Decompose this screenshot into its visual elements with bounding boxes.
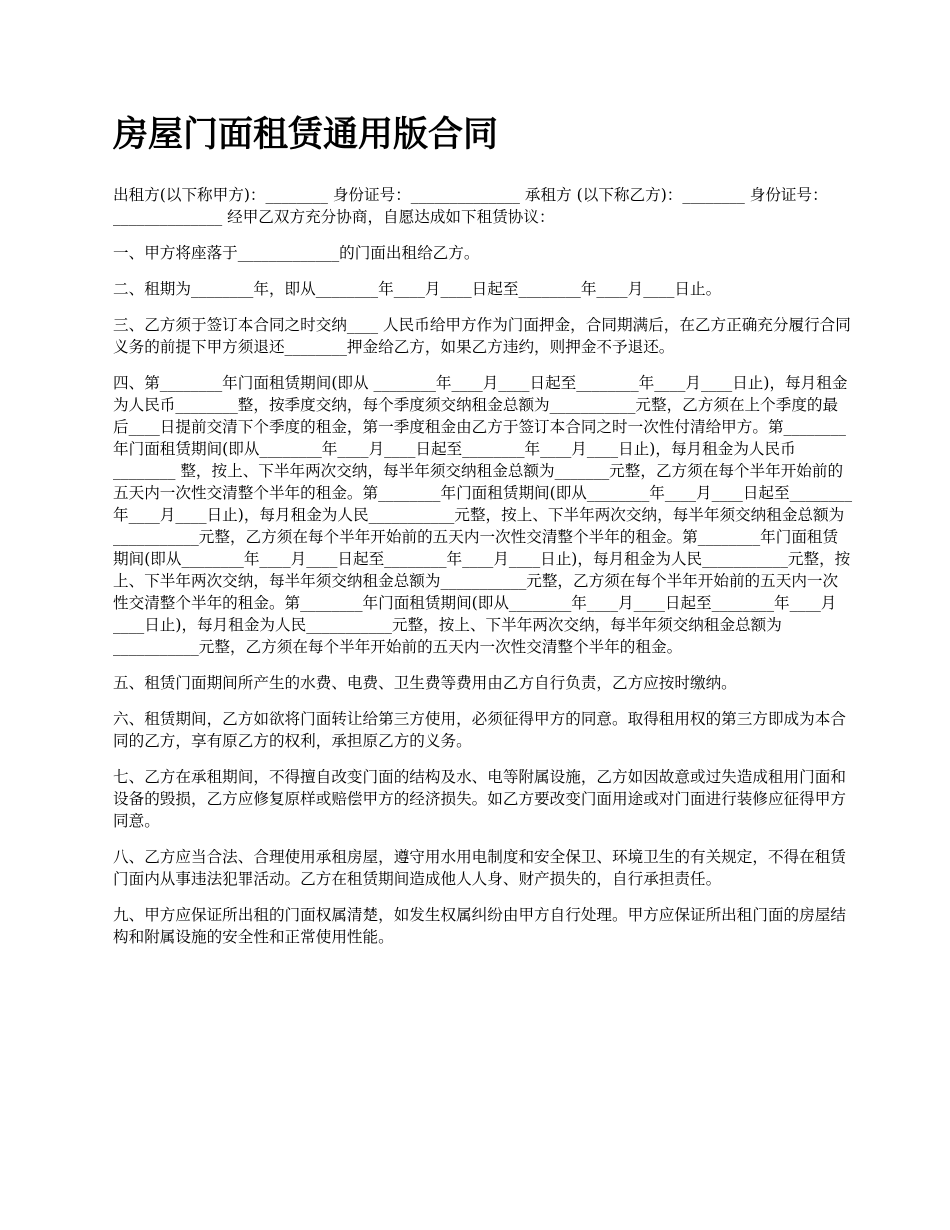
paragraph-clause-2: 二、租期为________年，即从________年____月____日起至________年____月____日止。 [113,280,722,298]
paragraph-clause-6: 六、租赁期间，乙方如欲将门面转让给第三方使用，必须征得甲方的同意。取得租用权的第三方即成为本合同的乙方，享有原乙方的权利，承担原乙方的义务。 [113,710,846,750]
paragraph-clause-9: 九、甲方应保证所出租的门面权属清楚，如发生权属纠纷由甲方自行处理。甲方应保证所出租门面的房屋结构和附属设施的安全性和正常使用性能。 [113,906,846,946]
paragraph-clause-8: 八、乙方应当合法、合理使用承租房屋，遵守用水用电制度和安全保卫、环境卫生的有关规定，不得在租赁门面内从事违法犯罪活动。乙方在租赁期间造成他人人身、财产损失的，自行承担责任。 [113,848,846,888]
paragraph-clause-5: 五、租赁门面期间所产生的水费、电费、卫生费等费用由乙方自行负责，乙方应按时缴纳。 [113,674,737,692]
document-title: 房屋门面租赁通用版合同 [113,115,499,155]
paragraph-clause-3: 三、乙方须于签订本合同之时交纳____ 人民币给甲方作为门面押金，合同期满后，在乙方正确充分履行合同义务的前提下甲方须退还________押金给乙方，如果乙方违约，则押金不予退还。 [113,316,851,356]
paragraph-parties: 出租方(以下称甲方)：________ 身份证号：______________ 承租方 (以下称乙方)：________ 身份证号：______________ 经甲乙双方充分协商，自愿达成如下租赁协议： [113,186,828,226]
document-page [113,110,853,962]
paragraph-clause-1: 一、甲方将座落于_____________的门面出租给乙方。 [113,244,480,262]
paragraph-clause-4: 四、第________年门面租赁期间(即从 ________年____月____日起至________年____月____日止)，每月租金为人民币________整，按季度交纳，每个季度须交纳租金总额为___________元整，乙方须在上个季度的最后____日提前交清下个季度的租金，第一季度租金由乙方于签订本合同之时一次性付清给甲方。第________年门面租赁期间(即从________年____月____日起至________年____月____日止)，每月租金为人民币________ 整，按上、下半年两次交纳，每半年须交纳租金总额为_______元整，乙方须在每个半年开始前的五天内一次性交清整个半年的租金。第________年门面租赁期间(即从________年____月____日起至________年____月____日止)，每月租金为人民___________元整，按上、下半年两次交纳，每半年须交纳租金总额为___________元整，乙方须在每个半年开始前的五天内一次性交清整个半年的租金。第________年门面租赁期间(即从________年____月____日起至________年____月____日止)，每月租金为人民___________元整，按上、下半年两次交纳，每半年须交纳租金总额为___________元整，乙方须在每个半年开始前的五天内一次性交清整个半年的租金。第________年门面租赁期间(即从________年____月____日起至________年____月____日止)，每月租金为人民___________元整，按上、下半年两次交纳，每半年须交纳租金总额为___________元整，乙方须在每个半年开始前的五天内一次性交清整个半年的租金。 [113,374,852,656]
paragraph-clause-7: 七、乙方在承租期间，不得擅自改变门面的结构及水、电等附属设施，乙方如因故意或过失造成租用门面和设备的毁损，乙方应修复原样或赔偿甲方的经济损失。如乙方要改变门面用途或对门面进行装修应征得甲方同意。 [113,768,846,830]
